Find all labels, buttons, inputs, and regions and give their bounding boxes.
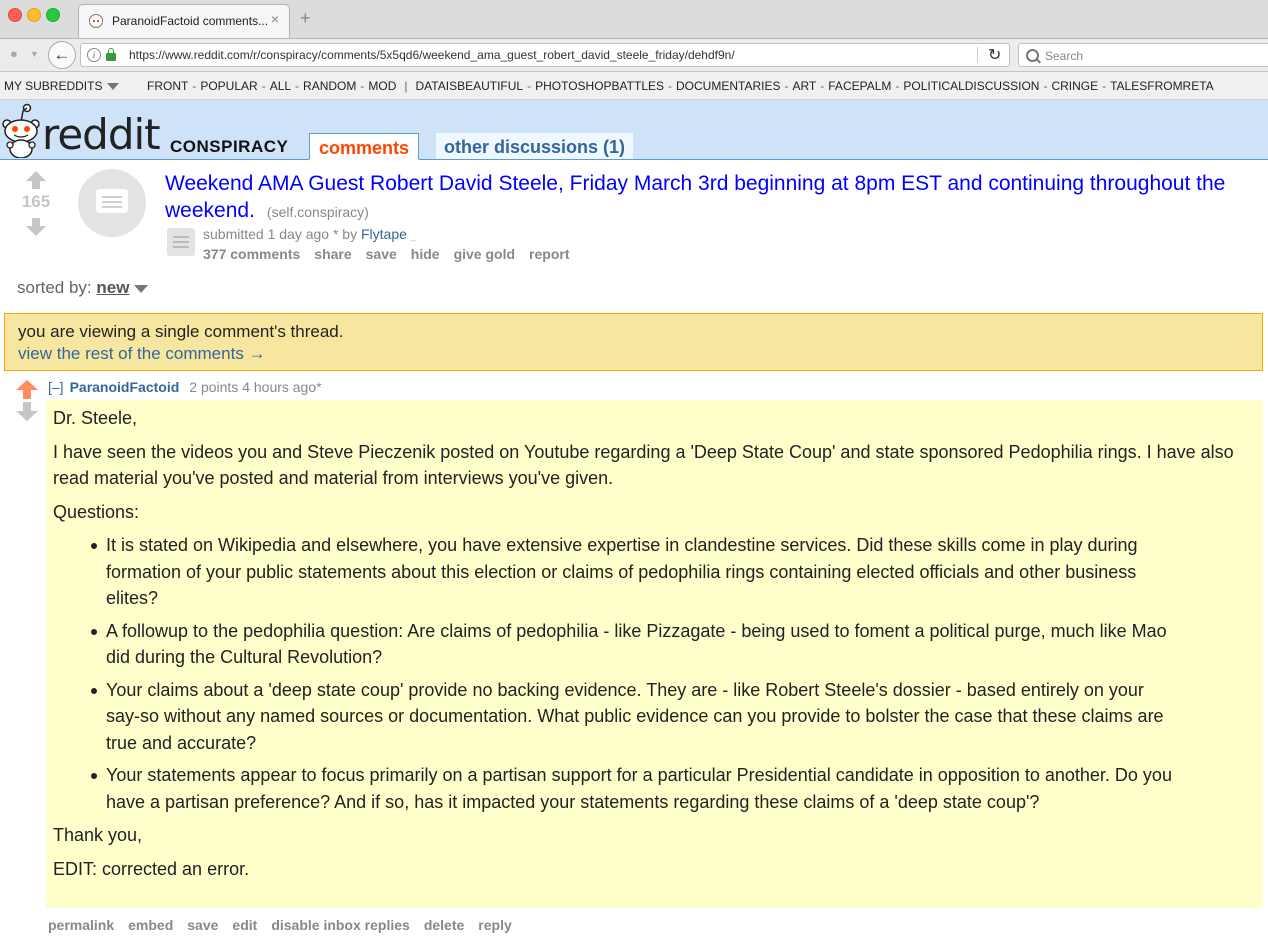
site-info-icon[interactable]: i <box>87 48 101 62</box>
infobar-message: you are viewing a single comment's thread. <box>18 322 344 341</box>
comment-buttons <box>48 917 526 933</box>
give-gold-button[interactable]: give gold <box>453 246 516 262</box>
browser-tab[interactable] <box>78 4 290 38</box>
reload-icon[interactable]: ↻ <box>988 47 1002 64</box>
author-flair: _ <box>410 231 417 242</box>
single-thread-infobar <box>4 313 1263 371</box>
list-item: Your claims about a 'deep state coup' provide no backing evidence. They are - like Robert Steele's dossier - based entirely on your say-so without any named sources or documentation. What public evidence can you provide to bolster the case that these claims are true and accurate? <box>106 677 1176 757</box>
sr-link-random[interactable]: RANDOM <box>303 79 357 93</box>
sort-dropdown[interactable]: new <box>96 278 130 297</box>
post-score: 165 <box>21 192 51 211</box>
sr-link-facepalm[interactable]: FACEPALM <box>828 79 892 93</box>
tab-comments[interactable]: comments <box>309 133 419 160</box>
sort-label: sorted by: <box>17 278 92 297</box>
window-minimize-button[interactable] <box>27 8 41 22</box>
expand-selftext-icon[interactable] <box>167 228 195 256</box>
browser-tab-bar <box>0 0 1268 39</box>
post-submitted-text: submitted 1 day ago * by <box>203 226 358 242</box>
chevron-down-icon <box>107 83 119 90</box>
tab-other-discussions[interactable]: other discussions (1) <box>436 133 633 159</box>
sr-link-front[interactable]: FRONT <box>147 79 189 93</box>
url-separator <box>977 47 978 63</box>
embed-button[interactable]: embed <box>128 917 174 933</box>
questions-list <box>53 532 1263 815</box>
comment-save-button[interactable]: save <box>187 917 219 933</box>
subreddit-bar <box>0 72 1268 100</box>
report-button[interactable]: report <box>529 246 570 262</box>
comment-thanks: Thank you, <box>53 825 143 845</box>
post-buttons <box>203 246 583 262</box>
comments-count-link[interactable]: 377 comments <box>203 246 301 262</box>
sort-menu <box>17 278 148 298</box>
post-tagline <box>203 226 416 242</box>
subreddit-name[interactable]: CONSPIRACY <box>170 137 289 156</box>
search-field[interactable] <box>1018 43 1268 67</box>
reddit-header <box>0 100 1268 160</box>
comment-upvote-icon[interactable] <box>16 380 38 399</box>
sr-link-mod[interactable]: MOD <box>368 79 397 93</box>
delete-button[interactable]: delete <box>423 917 465 933</box>
browser-toolbar <box>0 39 1268 72</box>
reddit-logo[interactable]: reddit <box>42 110 160 159</box>
post-author-link[interactable]: Flytape <box>361 226 407 242</box>
reply-button[interactable]: reply <box>478 917 512 933</box>
subreddit-links: FRONT - POPULAR - ALL - RANDOM - MOD | DATAISBEAUTIFUL - PHOTOSHOPBATTLES - DOCUMENTARIES - ART - FACEPALM - POLITICALDISCUSSION - CRINGE - TALESFROMRETA <box>147 79 1214 93</box>
history-icon[interactable]: ● <box>10 46 18 61</box>
comment-author-link[interactable]: ParanoidFactoid <box>69 379 180 395</box>
back-arrow-icon: ← <box>53 45 71 64</box>
back-button[interactable] <box>48 41 76 69</box>
comment-meta: 2 points 4 hours ago* <box>189 379 322 395</box>
post-downvote-icon[interactable] <box>26 218 46 236</box>
comment-paragraph: I have seen the videos you and Steve Pieczenik posted on Youtube regarding a 'Deep State Coup' and state sponsored Pedophilia rings. I have also read material you've posted and material from interviews you've given. <box>53 441 1234 488</box>
comment-questions-label: Questions: <box>53 501 140 522</box>
lock-icon <box>106 53 116 61</box>
permalink-button[interactable]: permalink <box>48 917 115 933</box>
sort-chevron-down-icon[interactable] <box>134 285 148 293</box>
sr-link-documentaries[interactable]: DOCUMENTARIES <box>676 79 781 93</box>
sr-link-photoshopbattles[interactable]: PHOTOSHOPBATTLES <box>535 79 665 93</box>
share-button[interactable]: share <box>314 246 352 262</box>
sr-link-art[interactable]: ART <box>792 79 817 93</box>
view-rest-comments-link[interactable]: view the rest of the comments → <box>18 344 266 363</box>
my-subreddits-label: MY SUBREDDITS <box>4 79 103 93</box>
sr-divider: | <box>404 79 408 93</box>
history-dropdown-icon[interactable]: ▼ <box>30 49 39 59</box>
post-upvote-icon[interactable] <box>26 171 46 189</box>
post-domain[interactable]: (self.conspiracy) <box>266 204 369 220</box>
edit-button[interactable]: edit <box>232 917 258 933</box>
collapse-comment-button[interactable]: [–] <box>48 379 64 395</box>
sr-link-politicaldiscussion[interactable]: POLITICALDISCUSSION <box>903 79 1040 93</box>
new-tab-button[interactable]: + <box>300 8 311 28</box>
sr-link-popular[interactable]: POPULAR <box>200 79 258 93</box>
disable-inbox-replies-button[interactable]: disable inbox replies <box>271 917 410 933</box>
window-zoom-button[interactable] <box>46 8 60 22</box>
comment-downvote-icon[interactable] <box>16 402 38 421</box>
reddit-favicon-icon <box>89 14 103 28</box>
sr-link-talesfromretail[interactable]: TALESFROMRETA <box>1110 79 1214 93</box>
window-close-button[interactable] <box>8 8 22 22</box>
reddit-alien-icon[interactable] <box>0 102 42 158</box>
list-item: It is stated on Wikipedia and elsewhere, you have extensive expertise in clandestine services. Did these skills come in play during formation of your public statements about this election or claims of pedophilia rings containing elected officials and other business elites? <box>106 532 1176 612</box>
list-item: A followup to the pedophilia question: Are claims of pedophilia - like Pizzagate - being used to foment a political purge, much like Mao did during the Cultural Revolution? <box>106 618 1176 671</box>
tab-title: ParanoidFactoid comments... <box>112 14 269 28</box>
save-button[interactable]: save <box>365 246 397 262</box>
address-bar[interactable] <box>80 43 1010 67</box>
search-placeholder: Search <box>1045 49 1084 63</box>
self-post-thumbnail[interactable] <box>78 169 146 237</box>
comment-edit-note: EDIT: corrected an error. <box>53 858 250 879</box>
list-item: Your statements appear to focus primarily on a partisan support for a particular Presidential candidate in opposition to another. Do you have a partisan preference? And if so, has it impacted your statements regarding these claims of a 'deep state coup'? <box>106 762 1176 815</box>
sr-link-dataisbeautiful[interactable]: DATAISBEAUTIFUL <box>415 79 524 93</box>
tab-close-icon[interactable]: × <box>270 11 279 27</box>
post-title-link[interactable]: Weekend AMA Guest Robert David Steele, Friday March 3rd beginning at 8pm EST and continuing throughout the weekend. <box>165 172 1226 222</box>
sr-link-all[interactable]: ALL <box>269 79 292 93</box>
url-text[interactable]: https://www.reddit.com/r/conspiracy/comments/5x5qd6/weekend_ama_guest_robert_david_steele_friday/dehdf9n/ <box>129 48 735 62</box>
sr-link-cringe[interactable]: CRINGE <box>1051 79 1099 93</box>
search-icon <box>1026 49 1039 62</box>
comment-tagline <box>48 379 322 395</box>
comment-body <box>46 400 1263 908</box>
my-subreddits-dropdown[interactable] <box>4 79 119 93</box>
hide-button[interactable]: hide <box>410 246 440 262</box>
post-title-block <box>165 170 1245 226</box>
comment-greeting: Dr. Steele, <box>53 408 138 428</box>
